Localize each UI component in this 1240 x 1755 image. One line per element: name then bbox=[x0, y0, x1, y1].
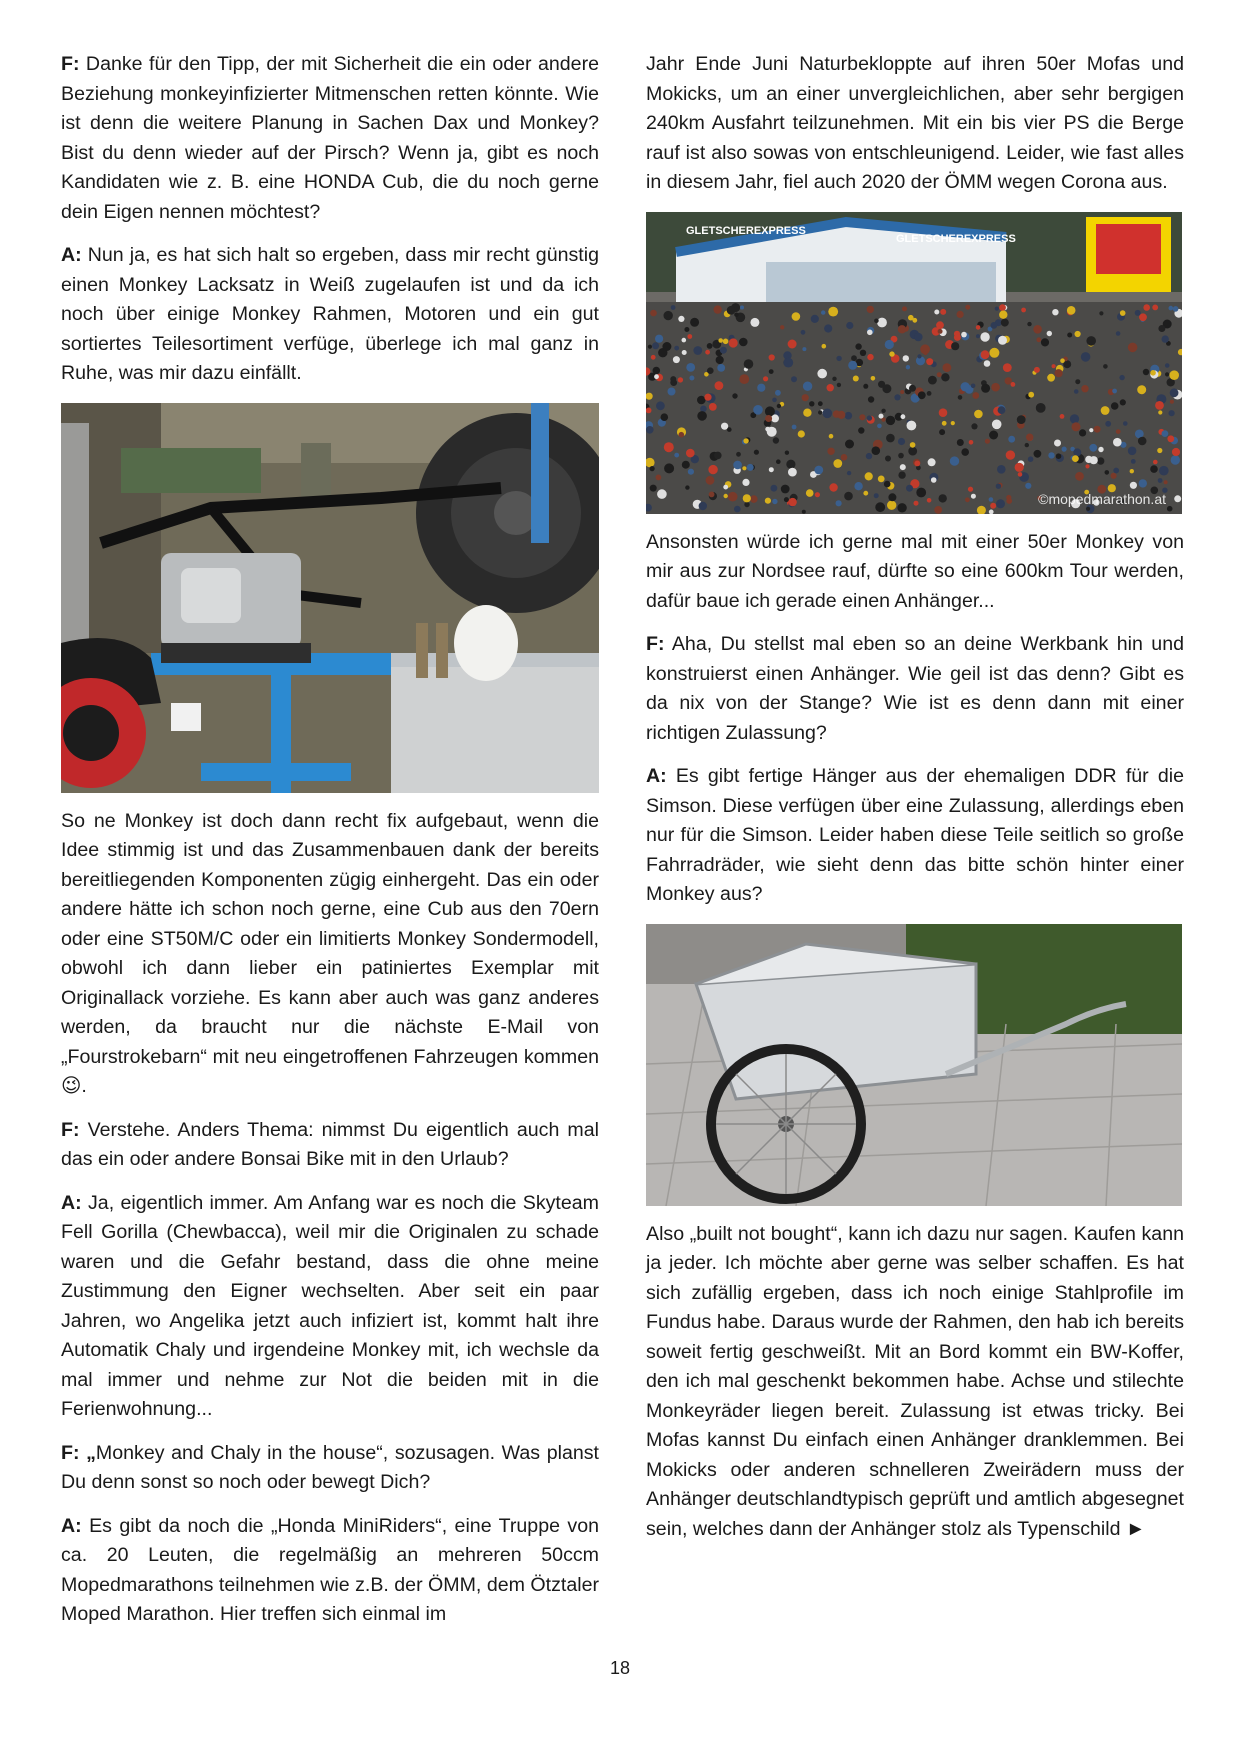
paragraph-text: Also „built not bought“, kann ich dazu nur sagen. Kaufen kann ja jeder. Ich möchte aber gerne was selber schaffen. Es hat sich zufällig ergeben, dass ich noch einige Stahlprofile im Fundus habe. Daraus wurde der Rahmen, den hab ich bereits soweit fertig geschweißt. Mit an Bord kommt ein BW-Koffer, den ich mal geschenkt bekommen habe. Achse und stilechte Monkeyräder liegen bereit. Zulassung ist etwas tricky. Bei Mofas kannst Du einfach einen Anhänger dranklemmen. Bei Mokicks oder anderen schnelleren Zweirädern muss der Anhänger deutschlandtypisch geprüft und amtlich abgesegnet sein, welches dann der Anhänger stolz als Typenschild ► bbox=[646, 1222, 1184, 1540]
paragraph bbox=[61, 50, 599, 227]
speaker-label: F: „ bbox=[61, 1441, 96, 1464]
paragraph-text: Verstehe. Anders Thema: nimmst Du eigentlich auch mal das ein oder andere Bonsai Bike mit in den Urlaub? bbox=[61, 1118, 599, 1170]
paragraph-text: Ansonsten würde ich gerne mal mit einer 50er Monkey von mir aus zur Nordsee rauf, dürfte so eine 600km Tour werden, dafür baue ich gerade einen Anhänger... bbox=[646, 530, 1184, 612]
trailer-photo-illustration bbox=[646, 924, 1182, 1206]
speaker-label: A: bbox=[61, 1191, 82, 1214]
paragraph bbox=[646, 630, 1184, 748]
workshop-photo bbox=[61, 403, 599, 793]
marathon-photo-illustration bbox=[646, 212, 1182, 514]
sign-left-label: GLETSCHEREXPRESS bbox=[686, 224, 806, 237]
paragraph bbox=[646, 1220, 1184, 1545]
photo-watermark: ©mopedmarathon.at bbox=[1038, 490, 1166, 507]
paragraph bbox=[61, 241, 599, 389]
paragraph bbox=[646, 762, 1184, 910]
paragraph-text: Ja, eigentlich immer. Am Anfang war es noch die Skyteam Fell Gorilla (Chewbacca), weil mir die Originalen zu schade waren und die Gefahr bestand, dass die ohne meine Zustimmung den Eigner wechselten. Aber seit ein paar Jahren, wo Angelika jetzt auch infiziert ist, kommt halt ihre Automatik Chaly und irgendeine Monkey mit, ich wechsle da mal immer und nehme zur Not die beiden mit in die Ferienwohnung... bbox=[61, 1191, 599, 1420]
paragraph bbox=[61, 1189, 599, 1425]
speaker-label: A: bbox=[646, 765, 667, 787]
sign-right-label: GLETSCHEREXPRESS bbox=[896, 232, 1016, 245]
left-column bbox=[61, 50, 599, 1644]
speaker-label: F: bbox=[61, 1118, 80, 1141]
paragraph bbox=[61, 1439, 599, 1498]
marathon-photo bbox=[646, 212, 1182, 514]
paragraph-text: Es gibt da noch die „Honda MiniRiders“, eine Truppe von ca. 20 Leuten, die regelmäßig an mehreren 50ccm Mopedmarathons teilnehmen wie z.B. der ÖMM, dem Ötztaler Moped Marathon. Hier treffen sich einmal im bbox=[61, 1514, 599, 1625]
page-number: 18 bbox=[609, 1658, 631, 1678]
speaker-label: A: bbox=[61, 1514, 82, 1537]
paragraph bbox=[61, 1116, 599, 1175]
paragraph-text: Aha, Du stellst mal eben so an deine Werkbank hin und konstruierst einen Anhänger. Wie geil ist das denn? Gibt es da nix von der Stange? Wie ist es denn dann mit einer richtigen Zulassung? bbox=[646, 633, 1184, 744]
right-column bbox=[646, 50, 1184, 1558]
speaker-label: A: bbox=[61, 244, 82, 266]
paragraph bbox=[61, 807, 599, 1102]
speaker-label: F: bbox=[646, 633, 665, 655]
paragraph bbox=[646, 528, 1184, 617]
trailer-photo bbox=[646, 924, 1182, 1206]
paragraph bbox=[61, 1512, 599, 1630]
paragraph-text: Nun ja, es hat sich halt so ergeben, dass mir recht günstig einen Monkey Lacksatz in Weiß zugelaufen ist und da ich noch über einige Monkey Rahmen, Motoren und ein gut sortiertes Teilesortiment verfüge, überlege ich mal ganz in Ruhe, was mir dazu einfällt. bbox=[61, 244, 599, 384]
speaker-label: F: bbox=[61, 53, 80, 75]
paragraph-text: Jahr Ende Juni Naturbekloppte auf ihren 50er Mofas und Mokicks, um an einer unvergleichlichen, aber sehr bergigen 240km Ausfahrt teilzunehmen. Mit ein bis vier PS die Berge rauf ist also sowas von entschleunigend. Leider, wie fast alles in diesem Jahr, fiel auch 2020 der ÖMM wegen Corona aus. bbox=[646, 53, 1184, 193]
workshop-photo-illustration bbox=[61, 403, 599, 793]
paragraph-text: Danke für den Tipp, der mit Sicherheit die ein oder andere Beziehung monkeyinfizierter Mitmenschen retten könnte. Wie ist denn die weitere Planung in Sachen Dax und Monkey? Bist du denn wieder auf der Pirsch? Wenn ja, gibt es noch Kandidaten wie z. B. eine HONDA Cub, die du noch gerne dein Eigen nennen möchtest? bbox=[61, 53, 599, 223]
paragraph-text: Es gibt fertige Hänger aus der ehemaligen DDR für die Simson. Diese verfügen über eine Zulassung, allerdings eben nur für die Simson. Leider haben diese Teile seitlich so große Fahrradräder, wie sieht denn das bitte schön hinter einer Monkey aus? bbox=[646, 765, 1184, 905]
paragraph-text: Monkey and Chaly in the house“, sozusagen. Was planst Du denn sonst so noch oder bewegt Dich? bbox=[61, 1441, 600, 1493]
paragraph-text: So ne Monkey ist doch dann recht fix aufgebaut, wenn die Idee stimmig ist und das Zusammenbauen dank der bereits bereitliegenden Komponenten zügig einhergeht. Das ein oder andere hätte ich schon noch gerne, eine Cub aus den 70ern oder eine ST50M/C oder ein limitierts Monkey Sondermodell, obwohl ich dann lieber ein patiniertes Exemplar mit Originallack vorziehe. Es kann aber auch was ganz anderes werden, da braucht nur die nächste E-Mail von „Fourstrokebarn“ mit neu eingetroffenen Fahrzeugen kommen 😉. bbox=[61, 809, 599, 1097]
paragraph bbox=[646, 50, 1184, 198]
